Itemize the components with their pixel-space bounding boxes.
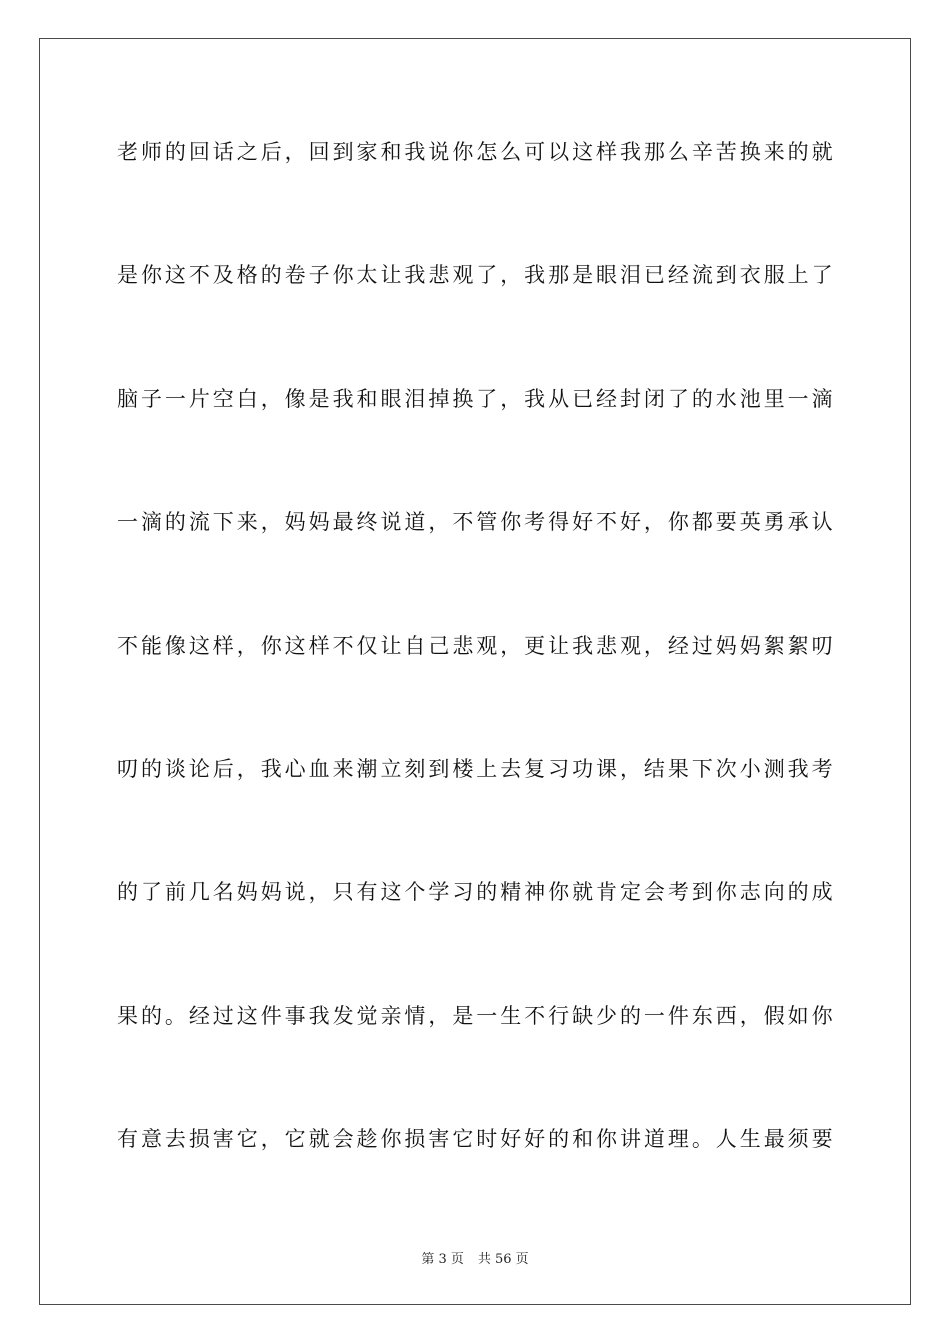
text-line: 老师的回话之后，回到家和我说你怎么可以这样我那么辛苦换来的就 <box>117 140 833 164</box>
document-body <box>117 130 833 1241</box>
page-number: 第 3 页 <box>421 1252 464 1267</box>
text-line: 一滴的流下来，妈妈最终说道，不管你考得好不好，你都要英勇承认 <box>117 510 833 535</box>
text-line: 叨的谈论后，我心血来潮立刻到楼上去复习功课，结果下次小测我考 <box>117 756 833 781</box>
text-line: 有意去损害它，它就会趁你损害它时好好的和你讲道理。人生最须要 <box>117 1127 833 1152</box>
page-footer <box>0 1248 950 1267</box>
page-total: 共 56 页 <box>477 1252 529 1267</box>
text-line: 不能像这样，你这样不仅让自己悲观，更让我悲观，经过妈妈絮絮叨 <box>117 633 833 658</box>
text-line: 是你这不及格的卷子你太让我悲观了，我那是眼泪已经流到衣服上了 <box>117 263 833 288</box>
text-line: 脑子一片空白，像是我和眼泪掉换了，我从已经封闭了的水池里一滴 <box>117 386 833 411</box>
text-line: 的了前几名妈妈说，只有这个学习的精神你就肯定会考到你志向的成 <box>117 880 833 905</box>
text-line: 果的。经过这件事我发觉亲情，是一生不行缺少的一件东西，假如你 <box>117 1003 833 1028</box>
